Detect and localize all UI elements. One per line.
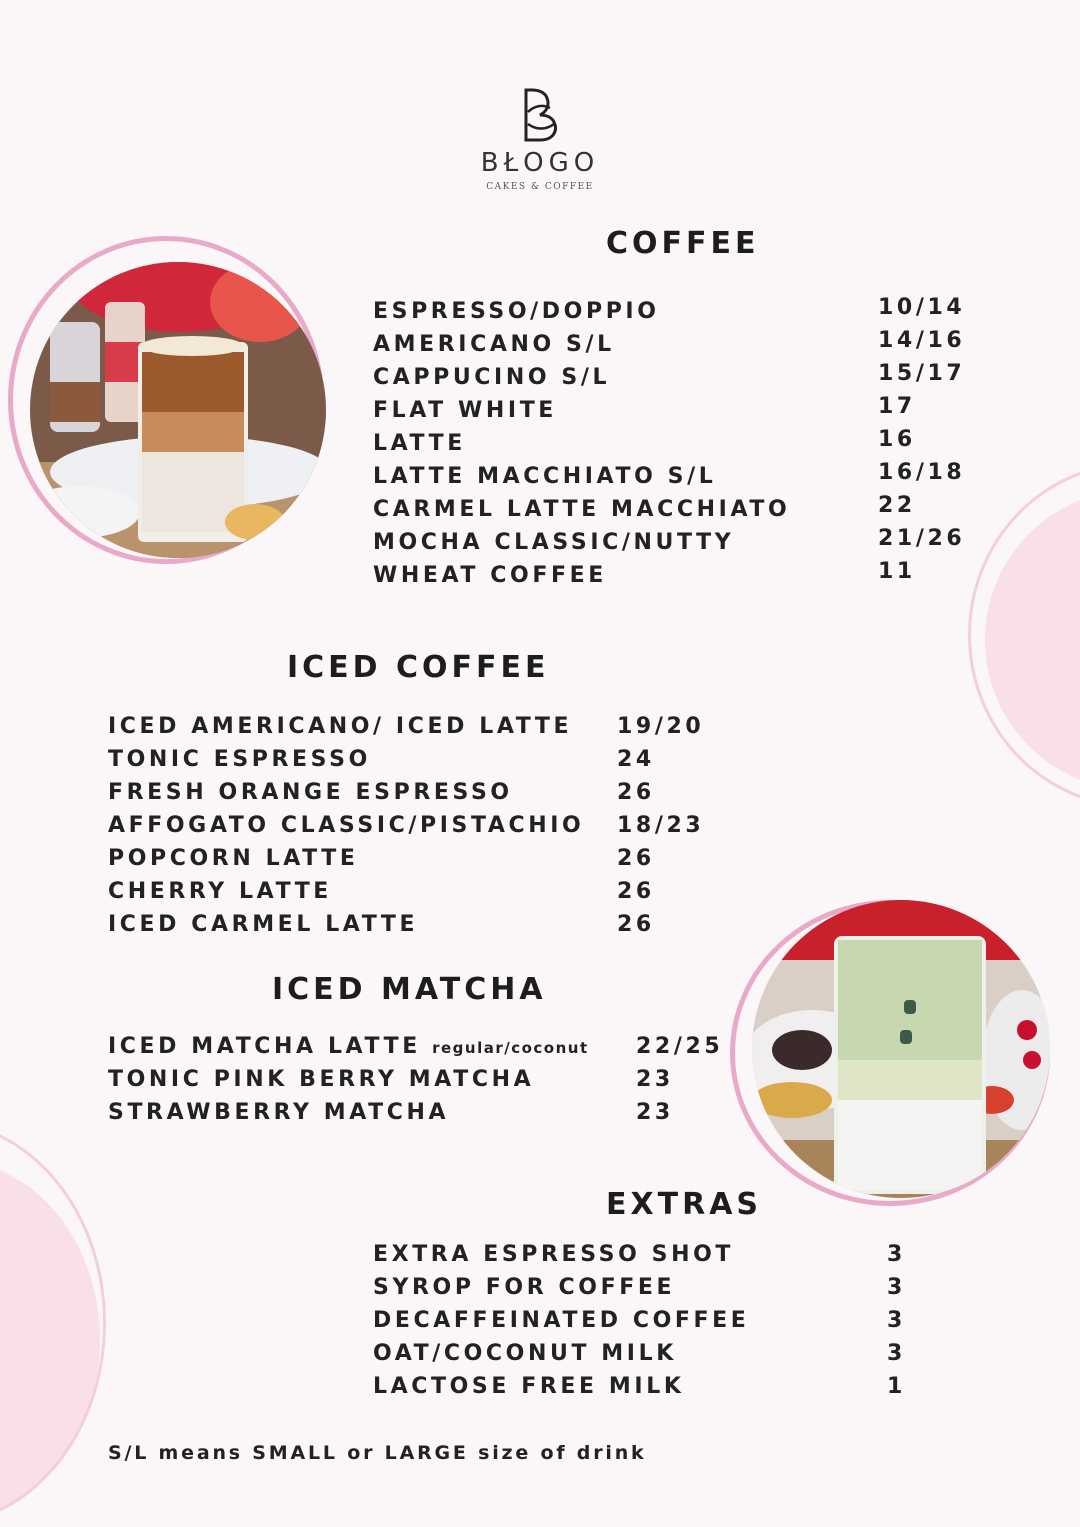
item-name: ICED MATCHA LATTE (108, 1034, 421, 1059)
menu-item (373, 1370, 933, 1403)
item-name: EXTRA ESPRESSO SHOT (373, 1242, 735, 1267)
item-price: 26 (617, 780, 655, 805)
item-price: 3 (887, 1275, 906, 1300)
brand-name: BŁOGO (480, 148, 600, 178)
menu-item (373, 559, 973, 592)
coffee-list (373, 295, 973, 592)
item-name: DECAFFEINATED COFFEE (373, 1308, 750, 1333)
menu-item (373, 1304, 933, 1337)
item-price: 10/14 (878, 295, 966, 320)
item-price: 3 (887, 1341, 906, 1366)
iced-matcha-photo (752, 900, 1050, 1198)
item-name: CARMEL LATTE MACCHIATO (373, 497, 791, 522)
menu-item (108, 710, 728, 743)
decorative-ring-right (968, 462, 1080, 808)
iced-matcha-list (108, 1030, 728, 1129)
item-price: 26 (617, 912, 655, 937)
size-footnote: S/L means SMALL or LARGE size of drink (108, 1442, 647, 1464)
item-price: 22/25 (636, 1034, 724, 1059)
menu-item (108, 1063, 728, 1096)
menu-item (108, 908, 728, 941)
section-title-coffee: COFFEE (606, 226, 760, 261)
item-price: 3 (887, 1242, 906, 1267)
item-note: regular/coconut (432, 1039, 589, 1057)
item-name: LACTOSE FREE MILK (373, 1374, 685, 1399)
item-price: 23 (636, 1067, 674, 1092)
item-price: 16/18 (878, 460, 966, 485)
menu-item (373, 1271, 933, 1304)
item-price: 14/16 (878, 328, 966, 353)
item-price: 21/26 (878, 526, 966, 551)
item-name: ICED AMERICANO/ ICED LATTE (108, 714, 573, 739)
extras-list (373, 1238, 933, 1403)
logo (0, 88, 1080, 192)
item-name: SYROP FOR COFFEE (373, 1275, 676, 1300)
item-price: 11 (878, 559, 916, 584)
item-price: 26 (617, 846, 655, 871)
item-name: LATTE MACCHIATO S/L (373, 464, 717, 489)
menu-item (108, 1096, 728, 1129)
item-price: 17 (878, 394, 916, 419)
menu-item (108, 809, 728, 842)
item-name: LATTE (373, 431, 466, 456)
item-price: 19/20 (617, 714, 705, 739)
logo-b-icon (520, 88, 560, 142)
item-name: FLAT WHITE (373, 398, 557, 423)
item-name: POPCORN LATTE (108, 846, 359, 871)
item-name: CAPPUCINO S/L (373, 365, 611, 390)
item-name: WHEAT COFFEE (373, 563, 607, 588)
item-name: STRAWBERRY MATCHA (108, 1100, 450, 1125)
item-price: 24 (617, 747, 655, 772)
item-price: 26 (617, 879, 655, 904)
item-price: 16 (878, 427, 916, 452)
brand-tagline: CAKES & COFFEE (486, 182, 594, 192)
item-name: TONIC ESPRESSO (108, 747, 371, 772)
item-name: AMERICANO S/L (373, 332, 615, 357)
section-title-extras: EXTRAS (606, 1187, 763, 1222)
item-price: 3 (887, 1308, 906, 1333)
menu-item (108, 875, 728, 908)
menu-item (373, 1238, 933, 1271)
section-title-iced-matcha: ICED MATCHA (272, 972, 547, 1007)
menu-item (373, 1337, 933, 1370)
item-name: MOCHA CLASSIC/NUTTY (373, 530, 735, 555)
item-name: AFFOGATO CLASSIC/PISTACHIO (108, 813, 585, 838)
iced-coffee-list (108, 710, 728, 941)
decorative-ring-left (0, 1120, 106, 1526)
item-price: 1 (887, 1374, 906, 1399)
item-price: 18/23 (617, 813, 705, 838)
menu-item (108, 743, 728, 776)
menu-item (108, 1030, 728, 1063)
menu-item (108, 776, 728, 809)
item-price: 15/17 (878, 361, 966, 386)
item-name: TONIC PINK BERRY MATCHA (108, 1067, 535, 1092)
item-name: ICED CARMEL LATTE (108, 912, 419, 937)
section-title-iced-coffee: ICED COFFEE (287, 650, 550, 685)
item-price: 23 (636, 1100, 674, 1125)
menu-item (108, 842, 728, 875)
item-name: OAT/COCONUT MILK (373, 1341, 677, 1366)
iced-latte-photo (30, 262, 326, 558)
item-price: 22 (878, 493, 916, 518)
item-name: FRESH ORANGE ESPRESSO (108, 780, 513, 805)
item-name: ESPRESSO/DOPPIO (373, 299, 660, 324)
item-name: CHERRY LATTE (108, 879, 332, 904)
